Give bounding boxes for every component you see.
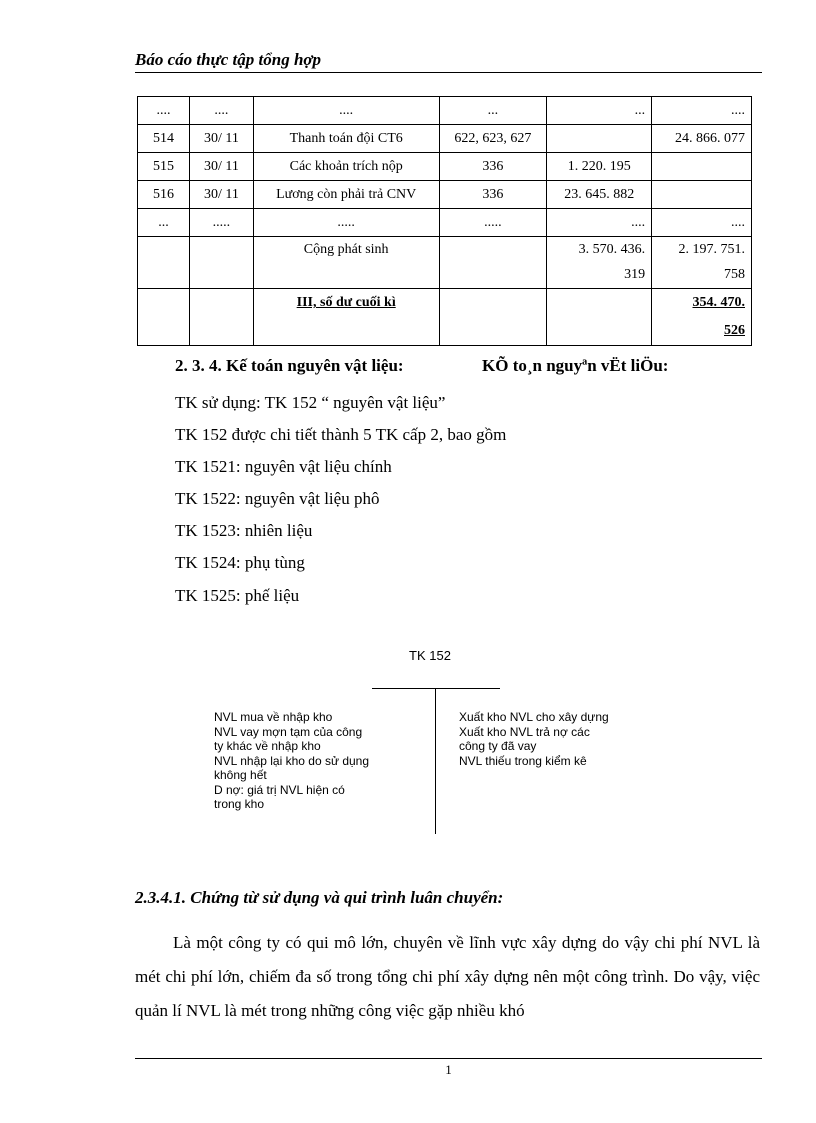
t-account-debit-line: D nợ: giá trị NVL hiện có (214, 782, 345, 797)
footer-rule (135, 1058, 762, 1059)
cell-acct: ..... (439, 209, 547, 237)
cell-date: ..... (189, 209, 253, 237)
cell-debit: ... (547, 97, 652, 125)
table-row (138, 181, 752, 209)
t-account-debit-line: không hết (214, 768, 267, 782)
total-label: Cộng phát sinh (253, 237, 439, 289)
cell-acct: 336 (439, 181, 547, 209)
section-line: TK 1523: nhiên liệu (175, 521, 313, 540)
section-line: TK 1521: nguyên vật liệu chính (175, 457, 392, 476)
table-row (138, 153, 752, 181)
cell-acct: 336 (439, 153, 547, 181)
cell-credit (652, 181, 752, 209)
cell-desc: .... (253, 97, 439, 125)
cell-desc: Thanh toán đội CT6 (253, 125, 439, 153)
total-debit-line1: 3. 570. 436. (578, 242, 646, 257)
t-account-debit-side (214, 710, 424, 812)
t-account-vertical-rule (435, 688, 436, 834)
closing-credit-line2: 526 (724, 323, 745, 338)
cell-date: 30/ 11 (189, 125, 253, 153)
t-account-title: TK 152 (409, 648, 451, 663)
cell-acct: 622, 623, 627 (439, 125, 547, 153)
subsection-heading: 2.3.4.1. Chứng từ sử dụng và qui trình luân chuyển: (135, 888, 504, 907)
table-row (138, 97, 752, 125)
cell-debit: 23. 645. 882 (547, 181, 652, 209)
cell-no: .... (138, 97, 190, 125)
total-debit (547, 237, 652, 289)
total-credit (652, 237, 752, 289)
cell-credit: 24. 866. 077 (652, 125, 752, 153)
closing-credit (652, 289, 752, 346)
section-line: TK 1525: phế liệu (175, 586, 300, 605)
t-account-debit-line: NVL vay mợn tạm của công (214, 724, 363, 739)
total-credit-line2: 758 (724, 267, 745, 282)
cell-no: 515 (138, 153, 190, 181)
total-row (138, 237, 752, 289)
t-account-credit-line: Xuất kho NVL cho xây dựng (459, 710, 609, 724)
t-account-credit-side (459, 710, 669, 768)
ledger-table (137, 96, 752, 346)
cell-credit: .... (652, 209, 752, 237)
section-line: TK 152 được chi tiết thành 5 TK cấp 2, bao gồm (175, 425, 507, 444)
t-account-debit-line: NVL mua về nhập kho (214, 710, 333, 724)
cell-debit: .... (547, 209, 652, 237)
t-account-debit-line: trong kho (214, 797, 265, 811)
section-title-garbled: KÕ to¸n nguyªn vËt liÖu: (482, 356, 669, 375)
section-line: TK 1522: nguyên vật liệu phô (175, 489, 380, 508)
cell-credit (652, 153, 752, 181)
body-paragraph (135, 926, 760, 1028)
cell-acct: ... (439, 97, 547, 125)
t-account-debit-line: NVL nhập lại kho do sử dụng (214, 753, 370, 768)
cell-desc: ..... (253, 209, 439, 237)
closing-credit-line1: 354. 470. (692, 295, 745, 310)
cell-date: 30/ 11 (189, 181, 253, 209)
cell-desc: Các khoản trích nộp (253, 153, 439, 181)
cell-no: 516 (138, 181, 190, 209)
header-rule (135, 72, 762, 73)
document-header: Báo cáo thực tập tổng hợp (135, 50, 322, 69)
t-account-debit-line: ty khác về nhập kho (214, 739, 321, 753)
t-account-credit-line: Xuất kho NVL trả nợ các (459, 724, 590, 739)
cell-no: ... (138, 209, 190, 237)
section-line: TK sử dụng: TK 152 “ nguyên vật liệu” (175, 393, 446, 412)
section-title: 2. 3. 4. Kế toán nguyên vật liệu: (175, 356, 404, 375)
total-debit-line2: 319 (624, 267, 646, 282)
closing-row (138, 289, 752, 346)
t-account-credit-line: NVL thiếu trong kiểm kê (459, 753, 587, 768)
cell-date: 30/ 11 (189, 153, 253, 181)
page-number: 1 (445, 1062, 452, 1077)
section-line: TK 1524: phụ tùng (175, 553, 305, 572)
table-row (138, 209, 752, 237)
t-account-credit-line: công ty đã vay (459, 739, 537, 753)
total-credit-line1: 2. 197. 751. (678, 242, 745, 257)
closing-label: III, số dư cuối kì (296, 295, 396, 310)
paragraph-text: Là một công ty có qui mô lớn, chuyên về lĩnh vực xây dựng do vậy chi phí NVL là mét chi phí lớn, chiếm đa số trong tổng chi phí xây dựng nên một công trình. Do vậy, việc quản lí NVL là mét trong những công việc gặp nhiều khó (135, 933, 760, 1020)
cell-desc: Lương còn phải trả CNV (253, 181, 439, 209)
cell-date: .... (189, 97, 253, 125)
cell-no: 514 (138, 125, 190, 153)
t-account-horizontal-rule (372, 688, 500, 689)
cell-debit (547, 125, 652, 153)
table-row (138, 125, 752, 153)
cell-debit: 1. 220. 195 (547, 153, 652, 181)
cell-credit: .... (652, 97, 752, 125)
